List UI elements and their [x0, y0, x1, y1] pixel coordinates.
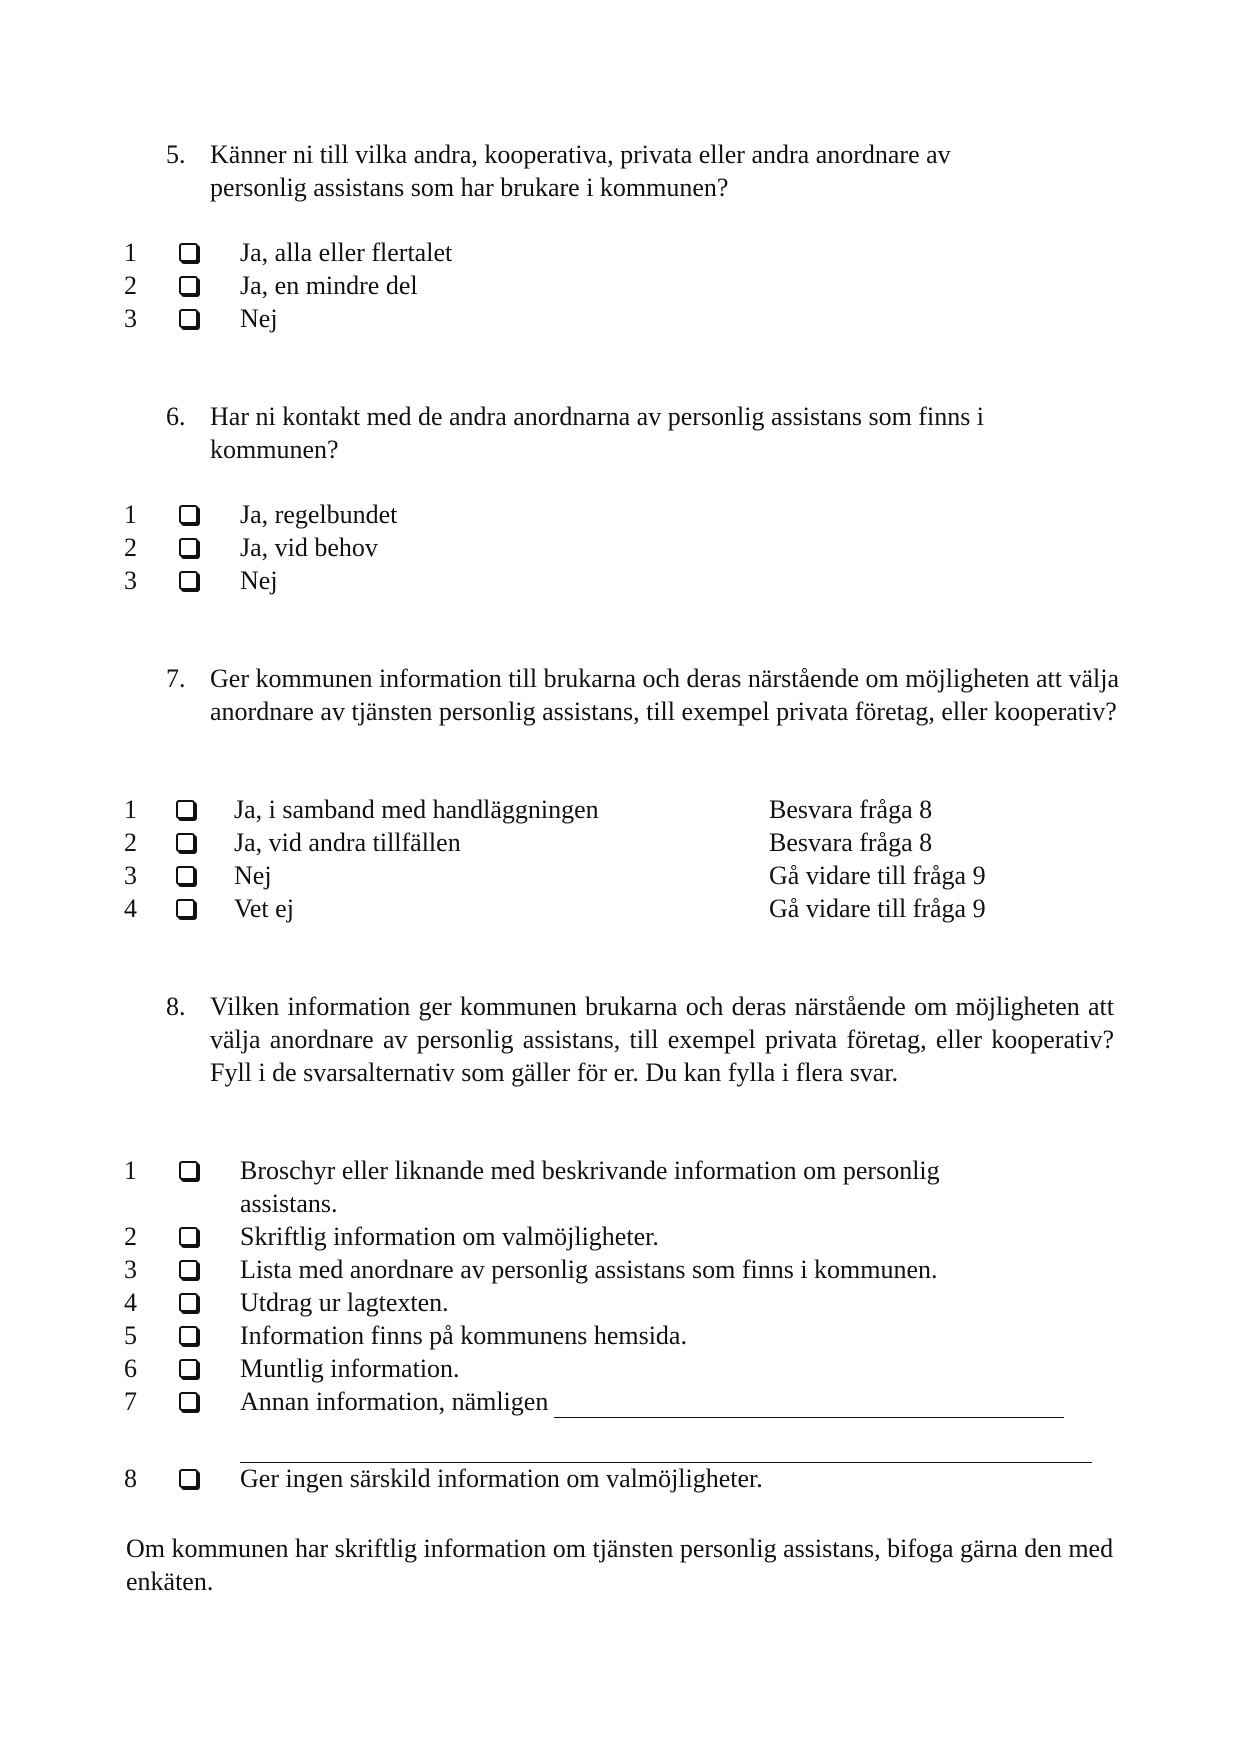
checkbox-icon[interactable] [179, 276, 198, 295]
question-8 [166, 990, 1126, 1089]
checkbox-icon[interactable] [179, 1161, 198, 1180]
option-label: Ja, regelbundet [240, 500, 398, 529]
option-number: 3 [124, 1255, 137, 1284]
option-label: Ja, i samband med handläggningen [234, 795, 599, 824]
checkbox-icon[interactable] [179, 1392, 198, 1411]
option-label: Lista med anordnare av personlig assistans som finns i kommunen. [240, 1255, 938, 1284]
skip-instruction: Besvara fråga 8 [769, 828, 933, 857]
option-number: 1 [124, 500, 137, 529]
question-5-text: Känner ni till vilka andra, kooperativa, privata eller andra anordnare av personlig assistans som har brukare i kommunen? [210, 140, 951, 202]
option-number: 8 [124, 1464, 137, 1493]
checkbox-icon[interactable] [179, 1469, 198, 1488]
checkbox-icon[interactable] [179, 571, 198, 590]
question-8-number: 8. [166, 992, 186, 1021]
option-label: Ja, vid behov [240, 533, 378, 562]
checkbox-icon[interactable] [179, 1293, 198, 1312]
option-number: 5 [124, 1321, 137, 1350]
question-6-number: 6. [166, 402, 186, 431]
option-number: 2 [124, 271, 137, 300]
checkbox-icon[interactable] [179, 1359, 198, 1378]
attachment-note: Om kommunen har skriftlig information om tjänsten personlig assistans, bifoga gärna den med enkäten. [126, 1534, 1114, 1596]
question-8-text: Vilken information ger kommunen brukarna och deras närstående om möjligheten att välja anordnare av personlig assistans, till exempel privata företag, eller kooperativ? Fyll i de svarsalternativ som gäller för er. Du kan fylla i flera svar. [210, 992, 1114, 1087]
option-number: 6 [124, 1354, 137, 1383]
option-label: Nej [240, 566, 278, 595]
option-label: Ja, alla eller flertalet [240, 238, 453, 267]
question-7 [166, 662, 1126, 728]
question-7-number: 7. [166, 664, 186, 693]
checkbox-icon[interactable] [179, 1227, 198, 1246]
checkbox-icon[interactable] [176, 833, 195, 852]
option-label: Ger ingen särskild information om valmöjligheter. [240, 1464, 763, 1493]
checkbox-icon[interactable] [179, 538, 198, 557]
question-7-text: Ger kommunen information till brukarna och deras närstående om möjligheten att välja anordnare av tjänsten personlig assistans, till exempel privata företag, eller kooperativ? [210, 664, 1119, 726]
option-label: Muntlig information. [240, 1354, 460, 1383]
option-label: Vet ej [234, 894, 294, 923]
option-label [240, 1385, 1064, 1418]
option-number: 1 [124, 795, 137, 824]
option-number: 4 [124, 1288, 137, 1317]
option-number: 1 [124, 238, 137, 267]
question-6 [166, 400, 1106, 466]
option-label-text: Annan information, nämligen [240, 1387, 549, 1416]
question-5 [166, 138, 1046, 204]
checkbox-icon[interactable] [179, 1260, 198, 1279]
option-number: 1 [124, 1156, 137, 1185]
checkbox-icon[interactable] [176, 800, 195, 819]
question-6-text: Har ni kontakt med de andra anordnarna av personlig assistans som finns i kommunen? [210, 402, 985, 464]
option-number: 3 [124, 566, 137, 595]
checkbox-icon[interactable] [179, 505, 198, 524]
checkbox-icon[interactable] [176, 899, 195, 918]
checkbox-icon[interactable] [179, 243, 198, 262]
skip-instruction: Besvara fråga 8 [769, 795, 933, 824]
option-number: 3 [124, 304, 137, 333]
option-number: 2 [124, 533, 137, 562]
option-label: Nej [234, 861, 272, 890]
option-number: 2 [124, 828, 137, 857]
question-5-number: 5. [166, 140, 186, 169]
option-label: Nej [240, 304, 278, 333]
option-label: Skriftlig information om valmöjligheter. [240, 1222, 659, 1251]
checkbox-icon[interactable] [176, 866, 195, 885]
checkbox-icon[interactable] [179, 309, 198, 328]
skip-instruction: Gå vidare till fråga 9 [769, 894, 986, 923]
option-label: Ja, en mindre del [240, 271, 418, 300]
checkbox-icon[interactable] [179, 1326, 198, 1345]
option-label: Utdrag ur lagtexten. [240, 1288, 449, 1317]
write-in-line[interactable] [554, 1393, 1064, 1418]
option-number: 4 [124, 894, 137, 923]
option-number: 7 [124, 1387, 137, 1416]
option-number: 3 [124, 861, 137, 890]
skip-instruction: Gå vidare till fråga 9 [769, 861, 986, 890]
option-label: Broschyr eller liknande med beskrivande information om personlig assistans. [240, 1156, 940, 1218]
option-label: Information finns på kommunens hemsida. [240, 1321, 687, 1350]
option-label: Ja, vid andra tillfällen [234, 828, 461, 857]
option-number: 2 [124, 1222, 137, 1251]
